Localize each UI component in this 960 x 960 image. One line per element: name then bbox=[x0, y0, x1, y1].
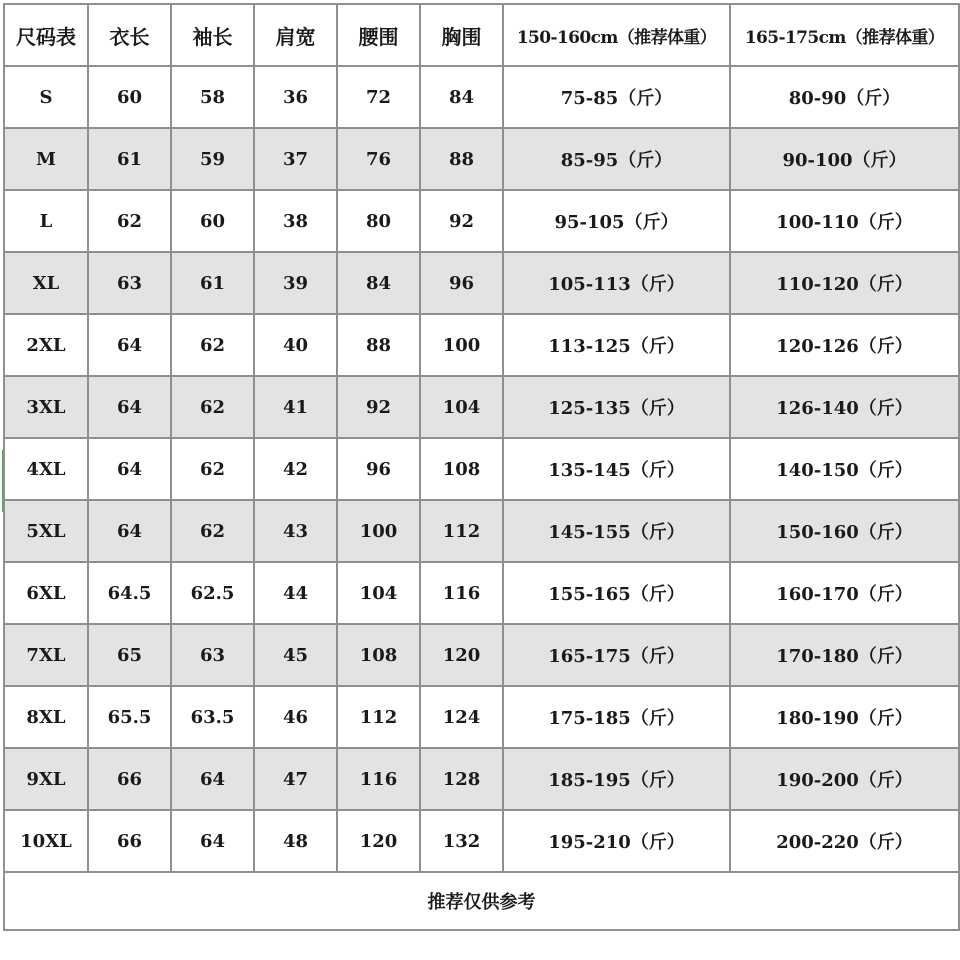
cell-chest: 116 bbox=[420, 562, 503, 624]
cell-size: 5XL bbox=[4, 500, 88, 562]
cell-weight-165-175: 90-100（斤） bbox=[730, 128, 959, 190]
cell-weight-165-175: 126-140（斤） bbox=[730, 376, 959, 438]
cell-weight-150-160: 135-145（斤） bbox=[503, 438, 730, 500]
cell-waist: 84 bbox=[337, 252, 420, 314]
size-table bbox=[3, 3, 960, 931]
header-weight-165-175: 165-175cm（推荐体重） bbox=[730, 4, 959, 66]
cell-sleeve: 63.5 bbox=[171, 686, 254, 748]
cell-waist: 92 bbox=[337, 376, 420, 438]
table-row bbox=[4, 252, 959, 314]
cell-length: 64 bbox=[88, 376, 171, 438]
cell-chest: 84 bbox=[420, 66, 503, 128]
cell-weight-150-160: 185-195（斤） bbox=[503, 748, 730, 810]
table-row bbox=[4, 686, 959, 748]
cell-waist: 112 bbox=[337, 686, 420, 748]
header-length: 衣长 bbox=[88, 4, 171, 66]
cell-sleeve: 59 bbox=[171, 128, 254, 190]
cell-weight-150-160: 165-175（斤） bbox=[503, 624, 730, 686]
cell-shoulder: 38 bbox=[254, 190, 337, 252]
header-chest: 胸围 bbox=[420, 4, 503, 66]
cell-chest: 96 bbox=[420, 252, 503, 314]
cell-size: 8XL bbox=[4, 686, 88, 748]
table-row bbox=[4, 376, 959, 438]
header-waist: 腰围 bbox=[337, 4, 420, 66]
cell-shoulder: 45 bbox=[254, 624, 337, 686]
cell-weight-150-160: 145-155（斤） bbox=[503, 500, 730, 562]
cell-sleeve: 61 bbox=[171, 252, 254, 314]
table-row bbox=[4, 66, 959, 128]
cell-size: XL bbox=[4, 252, 88, 314]
header-size: 尺码表 bbox=[4, 4, 88, 66]
cell-weight-165-175: 190-200（斤） bbox=[730, 748, 959, 810]
cell-length: 66 bbox=[88, 810, 171, 872]
cell-weight-165-175: 140-150（斤） bbox=[730, 438, 959, 500]
cell-waist: 96 bbox=[337, 438, 420, 500]
cell-sleeve: 62 bbox=[171, 438, 254, 500]
table-row bbox=[4, 810, 959, 872]
cell-waist: 100 bbox=[337, 500, 420, 562]
footer-note: 推荐仅供参考 bbox=[4, 872, 959, 930]
cell-sleeve: 64 bbox=[171, 748, 254, 810]
cell-chest: 132 bbox=[420, 810, 503, 872]
cell-sleeve: 62 bbox=[171, 314, 254, 376]
table-header-row bbox=[4, 4, 959, 66]
cell-length: 64 bbox=[88, 500, 171, 562]
cell-weight-165-175: 80-90（斤） bbox=[730, 66, 959, 128]
table-row bbox=[4, 314, 959, 376]
cell-waist: 116 bbox=[337, 748, 420, 810]
cell-chest: 128 bbox=[420, 748, 503, 810]
cell-length: 64 bbox=[88, 314, 171, 376]
cell-shoulder: 43 bbox=[254, 500, 337, 562]
cell-weight-165-175: 180-190（斤） bbox=[730, 686, 959, 748]
cell-length: 65.5 bbox=[88, 686, 171, 748]
cell-length: 62 bbox=[88, 190, 171, 252]
cell-size: 2XL bbox=[4, 314, 88, 376]
cell-chest: 88 bbox=[420, 128, 503, 190]
cell-weight-150-160: 85-95（斤） bbox=[503, 128, 730, 190]
cell-weight-165-175: 100-110（斤） bbox=[730, 190, 959, 252]
cell-weight-150-160: 95-105（斤） bbox=[503, 190, 730, 252]
cell-chest: 104 bbox=[420, 376, 503, 438]
cell-shoulder: 40 bbox=[254, 314, 337, 376]
cell-shoulder: 48 bbox=[254, 810, 337, 872]
cell-waist: 72 bbox=[337, 66, 420, 128]
cell-weight-150-160: 195-210（斤） bbox=[503, 810, 730, 872]
cell-size: 3XL bbox=[4, 376, 88, 438]
cell-size: 7XL bbox=[4, 624, 88, 686]
table-row bbox=[4, 128, 959, 190]
cell-length: 61 bbox=[88, 128, 171, 190]
table-row bbox=[4, 624, 959, 686]
header-sleeve: 袖长 bbox=[171, 4, 254, 66]
cell-length: 63 bbox=[88, 252, 171, 314]
table-row bbox=[4, 438, 959, 500]
table-row bbox=[4, 748, 959, 810]
cell-length: 65 bbox=[88, 624, 171, 686]
cell-sleeve: 58 bbox=[171, 66, 254, 128]
cell-length: 64 bbox=[88, 438, 171, 500]
header-weight-150-160: 150-160cm（推荐体重） bbox=[503, 4, 730, 66]
cell-chest: 108 bbox=[420, 438, 503, 500]
cell-waist: 76 bbox=[337, 128, 420, 190]
cell-weight-150-160: 113-125（斤） bbox=[503, 314, 730, 376]
cell-chest: 120 bbox=[420, 624, 503, 686]
cell-chest: 100 bbox=[420, 314, 503, 376]
cell-weight-150-160: 75-85（斤） bbox=[503, 66, 730, 128]
cell-sleeve: 62.5 bbox=[171, 562, 254, 624]
cell-weight-150-160: 175-185（斤） bbox=[503, 686, 730, 748]
cell-weight-165-175: 110-120（斤） bbox=[730, 252, 959, 314]
cell-sleeve: 64 bbox=[171, 810, 254, 872]
table-body bbox=[4, 66, 959, 872]
table-footer-row bbox=[4, 872, 959, 930]
cell-length: 66 bbox=[88, 748, 171, 810]
cell-length: 60 bbox=[88, 66, 171, 128]
cell-weight-150-160: 125-135（斤） bbox=[503, 376, 730, 438]
cell-size: 6XL bbox=[4, 562, 88, 624]
cell-sleeve: 60 bbox=[171, 190, 254, 252]
cell-waist: 120 bbox=[337, 810, 420, 872]
cell-chest: 92 bbox=[420, 190, 503, 252]
table-row bbox=[4, 190, 959, 252]
cell-size: S bbox=[4, 66, 88, 128]
cell-shoulder: 42 bbox=[254, 438, 337, 500]
cell-size: 4XL bbox=[4, 438, 88, 500]
cell-shoulder: 39 bbox=[254, 252, 337, 314]
cell-waist: 80 bbox=[337, 190, 420, 252]
cell-size: 9XL bbox=[4, 748, 88, 810]
table-row bbox=[4, 562, 959, 624]
cell-chest: 124 bbox=[420, 686, 503, 748]
cell-shoulder: 36 bbox=[254, 66, 337, 128]
cell-shoulder: 47 bbox=[254, 748, 337, 810]
cell-size: M bbox=[4, 128, 88, 190]
cell-shoulder: 46 bbox=[254, 686, 337, 748]
cell-sleeve: 63 bbox=[171, 624, 254, 686]
cell-chest: 112 bbox=[420, 500, 503, 562]
cell-size: 10XL bbox=[4, 810, 88, 872]
cell-shoulder: 44 bbox=[254, 562, 337, 624]
cell-weight-165-175: 200-220（斤） bbox=[730, 810, 959, 872]
cell-waist: 104 bbox=[337, 562, 420, 624]
cell-weight-165-175: 150-160（斤） bbox=[730, 500, 959, 562]
cell-size: L bbox=[4, 190, 88, 252]
cell-sleeve: 62 bbox=[171, 500, 254, 562]
cell-weight-165-175: 120-126（斤） bbox=[730, 314, 959, 376]
cell-weight-165-175: 160-170（斤） bbox=[730, 562, 959, 624]
header-shoulder: 肩宽 bbox=[254, 4, 337, 66]
cell-sleeve: 62 bbox=[171, 376, 254, 438]
cell-length: 64.5 bbox=[88, 562, 171, 624]
cell-waist: 88 bbox=[337, 314, 420, 376]
table-row bbox=[4, 500, 959, 562]
cell-weight-165-175: 170-180（斤） bbox=[730, 624, 959, 686]
cell-shoulder: 41 bbox=[254, 376, 337, 438]
cell-weight-150-160: 105-113（斤） bbox=[503, 252, 730, 314]
cell-shoulder: 37 bbox=[254, 128, 337, 190]
cell-waist: 108 bbox=[337, 624, 420, 686]
cell-weight-150-160: 155-165（斤） bbox=[503, 562, 730, 624]
